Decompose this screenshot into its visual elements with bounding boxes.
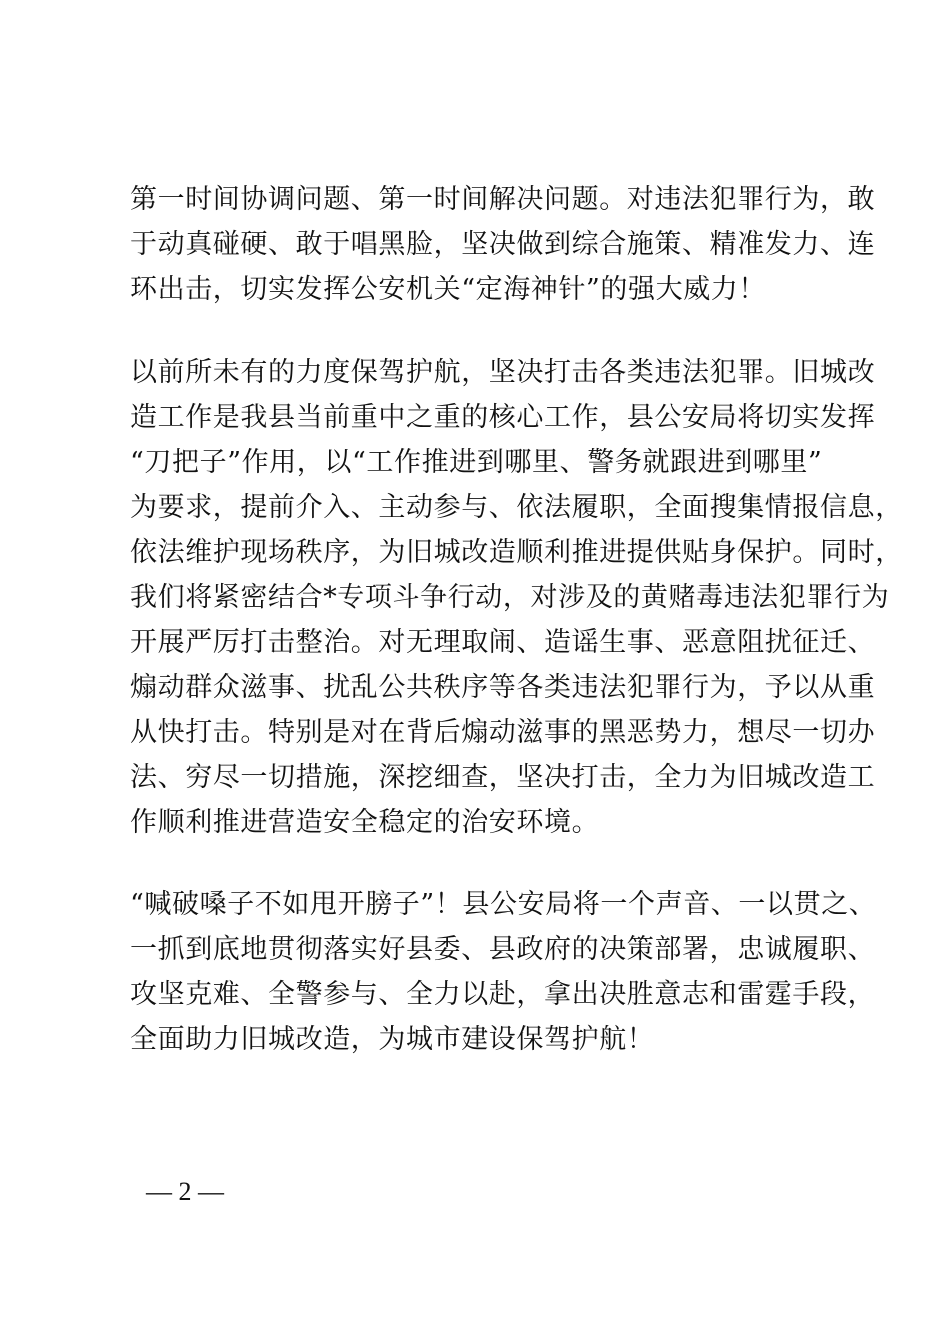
- text-line: “喊破嗓子不如甩开膀子”！县公安局将一个声音、一以贯之、: [130, 889, 877, 920]
- text-line: 作顺利推进营造安全稳定的治安环境。: [130, 807, 600, 838]
- text-line: 于动真碰硬、敢于唱黑脸，坚决做到综合施策、精准发力、连: [130, 229, 876, 260]
- page-number: — 2 —: [146, 1177, 224, 1206]
- text-line: 从快打击。特别是对在背后煽动滋事的黑恶势力，想尽一切办: [130, 717, 876, 748]
- text-line: 攻坚克难、全警参与、全力以赴，拿出决胜意志和雷霆手段，: [130, 979, 876, 1010]
- text-line: 我们将紧密结合*专项斗争行动，对涉及的黄赌毒违法犯罪行为: [130, 582, 890, 613]
- text-line: 煽动群众滋事、扰乱公共秩序等各类违法犯罪行为，予以从重: [130, 672, 876, 703]
- text-line: 开展严厉打击整治。对无理取闹、造谣生事、恶意阻扰征迁、: [130, 627, 876, 658]
- text-line: “刀把子”作用，以“工作推进到哪里、警务就跟进到哪里”: [130, 447, 823, 478]
- text-line: 环出击，切实发挥公安机关“定海神针”的强大威力！: [130, 274, 767, 305]
- text-line: 一抓到底地贯彻落实好县委、县政府的决策部署，忠诚履职、: [130, 934, 876, 965]
- text-line: 法、穷尽一切措施，深挖细查，坚决打击，全力为旧城改造工: [130, 762, 876, 793]
- text-line: 造工作是我县当前重中之重的核心工作，县公安局将切实发挥: [130, 402, 876, 433]
- text-line: 全面助力旧城改造，为城市建设保驾护航！: [130, 1024, 655, 1055]
- text-line: 为要求，提前介入、主动参与、依法履职，全面搜集情报信息，: [130, 492, 903, 523]
- text-line: 以前所未有的力度保驾护航，坚决打击各类违法犯罪。旧城改: [130, 357, 876, 388]
- text-line: 第一时间协调问题、第一时间解决问题。对违法犯罪行为，敢: [130, 184, 876, 215]
- text-line: 依法维护现场秩序，为旧城改造顺利推进提供贴身保护。同时，: [130, 537, 903, 568]
